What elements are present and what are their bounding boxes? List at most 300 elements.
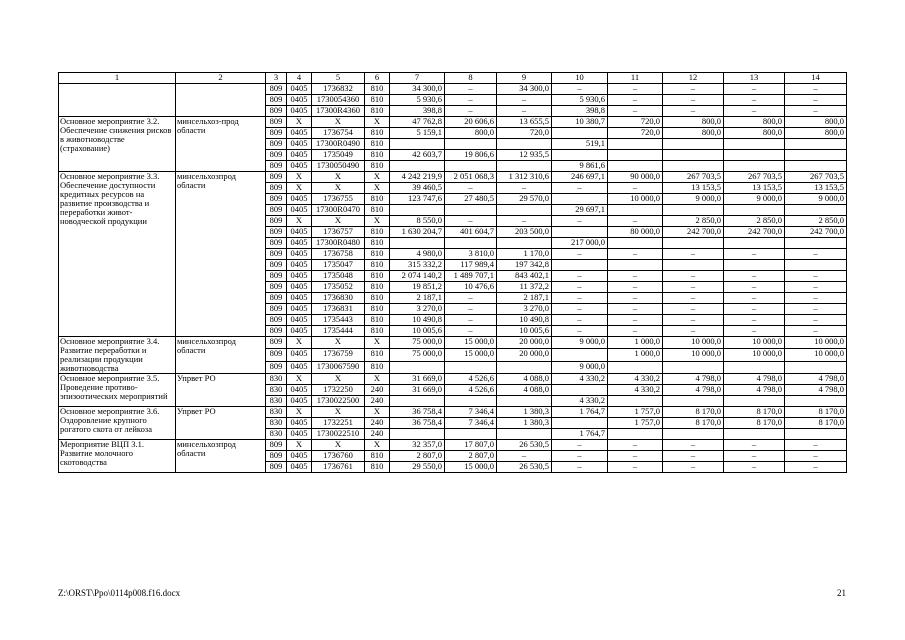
- amount-cell: –: [608, 315, 663, 326]
- code-cell: 1735443: [312, 315, 365, 326]
- amount-cell: 39 460,5: [390, 183, 445, 194]
- amount-cell: 9 000,0: [785, 194, 847, 205]
- amount-cell: 10 000,0: [724, 349, 785, 361]
- executor-cell: минсельхозпрод области: [176, 337, 266, 374]
- amount-cell: 800,0: [785, 128, 847, 139]
- code-cell: 1735048: [312, 271, 365, 282]
- amount-cell: –: [552, 462, 608, 473]
- amount-cell: –: [785, 462, 847, 473]
- amount-cell: –: [445, 183, 497, 194]
- amount-cell: 13 655,5: [497, 117, 552, 128]
- amount-cell: 27 480,5: [445, 194, 497, 205]
- amount-cell: 13 153,5: [724, 183, 785, 194]
- code-cell: 0405: [287, 84, 312, 95]
- amount-cell: 2 187,1: [390, 293, 445, 304]
- amount-cell: [552, 150, 608, 161]
- amount-cell: [608, 429, 663, 440]
- amount-cell: 720,0: [608, 117, 663, 128]
- code-cell: 1735047: [312, 260, 365, 271]
- amount-cell: –: [724, 95, 785, 106]
- amount-cell: 9 000,0: [663, 194, 724, 205]
- amount-cell: 10 380,7: [552, 117, 608, 128]
- code-cell: 1736830: [312, 293, 365, 304]
- amount-cell: –: [724, 462, 785, 473]
- amount-cell: 29 570,0: [497, 194, 552, 205]
- amount-cell: 10 000,0: [785, 337, 847, 349]
- amount-cell: [608, 205, 663, 216]
- code-cell: 810: [365, 106, 390, 117]
- code-cell: X: [312, 407, 365, 418]
- code-cell: X: [312, 183, 365, 194]
- amount-cell: 4 798,0: [663, 385, 724, 396]
- code-cell: 810: [365, 84, 390, 95]
- amount-cell: [785, 205, 847, 216]
- code-cell: 809: [266, 216, 287, 227]
- amount-cell: –: [552, 183, 608, 194]
- amount-cell: –: [785, 106, 847, 117]
- amount-cell: 10 000,0: [785, 349, 847, 361]
- amount-cell: [445, 238, 497, 249]
- amount-cell: 32 357,0: [390, 440, 445, 451]
- code-cell: 1736757: [312, 227, 365, 238]
- amount-cell: [445, 139, 497, 150]
- amount-cell: –: [552, 304, 608, 315]
- code-cell: 810: [365, 282, 390, 293]
- amount-cell: 4 088,0: [497, 374, 552, 385]
- amount-cell: [390, 396, 445, 407]
- code-cell: 810: [365, 227, 390, 238]
- amount-cell: 1 764,7: [552, 407, 608, 418]
- amount-cell: –: [785, 95, 847, 106]
- amount-cell: –: [724, 315, 785, 326]
- amount-cell: [724, 361, 785, 373]
- amount-cell: [724, 150, 785, 161]
- page-number: 21: [837, 588, 846, 598]
- code-cell: 0405: [287, 293, 312, 304]
- code-cell: 17300R4360: [312, 106, 365, 117]
- column-header: 13: [724, 73, 785, 84]
- code-cell: 0405: [287, 315, 312, 326]
- amount-cell: 315 332,2: [390, 260, 445, 271]
- amount-cell: –: [497, 451, 552, 462]
- amount-cell: 9 000,0: [552, 361, 608, 373]
- code-cell: X: [365, 216, 390, 227]
- column-header: 2: [176, 73, 266, 84]
- amount-cell: 267 703,5: [663, 172, 724, 183]
- amount-cell: [608, 396, 663, 407]
- column-header: 14: [785, 73, 847, 84]
- amount-cell: 8 170,0: [785, 418, 847, 429]
- amount-cell: 7 346,4: [445, 418, 497, 429]
- amount-cell: –: [663, 271, 724, 282]
- amount-cell: 267 703,5: [785, 172, 847, 183]
- amount-cell: –: [724, 249, 785, 260]
- code-cell: 0405: [287, 349, 312, 361]
- amount-cell: [445, 361, 497, 373]
- amount-cell: 13 153,5: [785, 183, 847, 194]
- amount-cell: –: [663, 440, 724, 451]
- amount-cell: 1 000,0: [608, 349, 663, 361]
- code-cell: 0405: [287, 194, 312, 205]
- amount-cell: –: [724, 451, 785, 462]
- code-cell: X: [312, 117, 365, 128]
- code-cell: 830: [266, 374, 287, 385]
- amount-cell: 31 669,0: [390, 374, 445, 385]
- code-cell: X: [287, 216, 312, 227]
- amount-cell: [663, 139, 724, 150]
- executor-cell: Упрвет РО: [176, 374, 266, 407]
- amount-cell: –: [552, 440, 608, 451]
- amount-cell: –: [663, 249, 724, 260]
- amount-cell: –: [497, 216, 552, 227]
- activity-name-cell: [59, 84, 176, 117]
- amount-cell: [724, 205, 785, 216]
- amount-cell: –: [552, 84, 608, 95]
- amount-cell: 4 330,2: [552, 396, 608, 407]
- header-row: [59, 73, 847, 84]
- code-cell: 1736759: [312, 349, 365, 361]
- code-cell: 1736832: [312, 84, 365, 95]
- amount-cell: [552, 227, 608, 238]
- amount-cell: 29 550,0: [390, 462, 445, 473]
- amount-cell: –: [724, 293, 785, 304]
- code-cell: 810: [365, 361, 390, 373]
- column-header: 10: [552, 73, 608, 84]
- amount-cell: [552, 194, 608, 205]
- code-cell: X: [365, 374, 390, 385]
- code-cell: X: [365, 440, 390, 451]
- amount-cell: 10 005,6: [497, 326, 552, 337]
- amount-cell: –: [663, 304, 724, 315]
- code-cell: 809: [266, 194, 287, 205]
- amount-cell: 9 000,0: [724, 194, 785, 205]
- amount-cell: 246 697,1: [552, 172, 608, 183]
- amount-cell: 3 270,0: [390, 304, 445, 315]
- amount-cell: [785, 150, 847, 161]
- amount-cell: 8 170,0: [724, 407, 785, 418]
- amount-cell: 19 851,2: [390, 282, 445, 293]
- code-cell: 1730050490: [312, 161, 365, 172]
- amount-cell: 4 526,6: [445, 374, 497, 385]
- code-cell: X: [287, 407, 312, 418]
- amount-cell: [785, 238, 847, 249]
- amount-cell: 15 000,0: [445, 349, 497, 361]
- amount-cell: 4 798,0: [785, 385, 847, 396]
- code-cell: 0405: [287, 396, 312, 407]
- code-cell: X: [287, 337, 312, 349]
- code-cell: 809: [266, 337, 287, 349]
- code-cell: 0405: [287, 95, 312, 106]
- amount-cell: 123 747,6: [390, 194, 445, 205]
- amount-cell: –: [663, 95, 724, 106]
- table-row: [59, 117, 847, 128]
- amount-cell: –: [785, 304, 847, 315]
- code-cell: 809: [266, 282, 287, 293]
- amount-cell: [663, 260, 724, 271]
- code-cell: X: [312, 172, 365, 183]
- code-cell: X: [287, 183, 312, 194]
- code-cell: 0405: [287, 326, 312, 337]
- amount-cell: [497, 361, 552, 373]
- code-cell: X: [312, 374, 365, 385]
- amount-cell: 5 159,1: [390, 128, 445, 139]
- amount-cell: 75 000,0: [390, 349, 445, 361]
- amount-cell: 42 603,7: [390, 150, 445, 161]
- code-cell: 0405: [287, 385, 312, 396]
- column-header: 9: [497, 73, 552, 84]
- code-cell: 809: [266, 84, 287, 95]
- amount-cell: –: [785, 271, 847, 282]
- code-cell: X: [312, 337, 365, 349]
- amount-cell: 398,8: [552, 106, 608, 117]
- amount-cell: –: [724, 271, 785, 282]
- amount-cell: –: [552, 451, 608, 462]
- amount-cell: [552, 349, 608, 361]
- amount-cell: [608, 238, 663, 249]
- amount-cell: [663, 396, 724, 407]
- amount-cell: 401 604,7: [445, 227, 497, 238]
- code-cell: X: [365, 172, 390, 183]
- amount-cell: –: [608, 326, 663, 337]
- amount-cell: 1 757,0: [608, 418, 663, 429]
- code-cell: 1735444: [312, 326, 365, 337]
- code-cell: 809: [266, 117, 287, 128]
- code-cell: 809: [266, 106, 287, 117]
- activity-name-cell: Основное мероприятие 3.3. Обеспечение доступности кредитных ресурсов на развитие производства и переработки живот-новодческой продукции: [59, 172, 176, 337]
- amount-cell: –: [445, 84, 497, 95]
- amount-cell: 242 700,0: [663, 227, 724, 238]
- amount-cell: 10 476,6: [445, 282, 497, 293]
- amount-cell: [390, 361, 445, 373]
- amount-cell: –: [785, 282, 847, 293]
- code-cell: 1732250: [312, 385, 365, 396]
- code-cell: 810: [365, 194, 390, 205]
- amount-cell: –: [785, 440, 847, 451]
- amount-cell: 800,0: [724, 117, 785, 128]
- amount-cell: –: [608, 216, 663, 227]
- amount-cell: 26 530,5: [497, 462, 552, 473]
- amount-cell: 519,1: [552, 139, 608, 150]
- amount-cell: –: [608, 462, 663, 473]
- amount-cell: [663, 150, 724, 161]
- code-cell: 0405: [287, 227, 312, 238]
- amount-cell: [497, 238, 552, 249]
- code-cell: 809: [266, 326, 287, 337]
- code-cell: 0405: [287, 271, 312, 282]
- amount-cell: 19 806,6: [445, 150, 497, 161]
- amount-cell: 1 380,3: [497, 407, 552, 418]
- code-cell: 0405: [287, 418, 312, 429]
- amount-cell: 75 000,0: [390, 337, 445, 349]
- amount-cell: –: [724, 84, 785, 95]
- code-cell: 810: [365, 293, 390, 304]
- amount-cell: 2 850,0: [785, 216, 847, 227]
- activity-name-cell: Основное мероприятие 3.2. Обеспечение снижения рисков в животноводстве (страхование): [59, 117, 176, 172]
- code-cell: X: [365, 337, 390, 349]
- amount-cell: 4 330,2: [608, 385, 663, 396]
- amount-cell: 2 074 140,2: [390, 271, 445, 282]
- amount-cell: [552, 260, 608, 271]
- code-cell: 809: [266, 315, 287, 326]
- code-cell: 809: [266, 304, 287, 315]
- executor-cell: Упрвет РО: [176, 407, 266, 440]
- code-cell: 810: [365, 95, 390, 106]
- amount-cell: [445, 205, 497, 216]
- amount-cell: 1 764,7: [552, 429, 608, 440]
- code-cell: 809: [266, 451, 287, 462]
- code-cell: 17300R0490: [312, 139, 365, 150]
- amount-cell: –: [663, 84, 724, 95]
- amount-cell: [663, 161, 724, 172]
- code-cell: X: [365, 183, 390, 194]
- amount-cell: 10 000,0: [608, 194, 663, 205]
- code-cell: 830: [266, 407, 287, 418]
- amount-cell: –: [663, 451, 724, 462]
- footer-file-path: Z:\ORST\Ppo\0114p008.f16.docx: [58, 588, 181, 598]
- code-cell: 0405: [287, 161, 312, 172]
- code-cell: X: [312, 440, 365, 451]
- code-cell: 830: [266, 418, 287, 429]
- amount-cell: 26 530,5: [497, 440, 552, 451]
- amount-cell: 90 000,0: [608, 172, 663, 183]
- column-header: 3: [266, 73, 287, 84]
- amount-cell: 36 758,4: [390, 407, 445, 418]
- amount-cell: [497, 161, 552, 172]
- amount-cell: 20 000,0: [497, 349, 552, 361]
- amount-cell: 1 380,3: [497, 418, 552, 429]
- amount-cell: 2 807,0: [445, 451, 497, 462]
- amount-cell: 4 242 219,9: [390, 172, 445, 183]
- code-cell: 810: [365, 161, 390, 172]
- amount-cell: 3 270,0: [497, 304, 552, 315]
- amount-cell: [785, 361, 847, 373]
- code-cell: 810: [365, 304, 390, 315]
- amount-cell: –: [785, 84, 847, 95]
- amount-cell: 4 980,0: [390, 249, 445, 260]
- amount-cell: 10 005,6: [390, 326, 445, 337]
- code-cell: 1736761: [312, 462, 365, 473]
- amount-cell: 10 000,0: [724, 337, 785, 349]
- code-cell: X: [365, 407, 390, 418]
- amount-cell: –: [608, 451, 663, 462]
- code-cell: 0405: [287, 150, 312, 161]
- code-cell: 0405: [287, 304, 312, 315]
- code-cell: 0405: [287, 128, 312, 139]
- amount-cell: –: [785, 249, 847, 260]
- amount-cell: –: [608, 440, 663, 451]
- amount-cell: 20 606,6: [445, 117, 497, 128]
- code-cell: 240: [365, 385, 390, 396]
- amount-cell: –: [663, 282, 724, 293]
- code-cell: 1736758: [312, 249, 365, 260]
- amount-cell: 34 300,0: [497, 84, 552, 95]
- amount-cell: –: [663, 326, 724, 337]
- table-row: [59, 407, 847, 418]
- amount-cell: –: [608, 304, 663, 315]
- amount-cell: 398,8: [390, 106, 445, 117]
- amount-cell: –: [608, 95, 663, 106]
- amount-cell: [608, 139, 663, 150]
- amount-cell: 117 989,4: [445, 260, 497, 271]
- amount-cell: 242 700,0: [785, 227, 847, 238]
- amount-cell: 36 758,4: [390, 418, 445, 429]
- amount-cell: 34 300,0: [390, 84, 445, 95]
- activity-name-cell: Мероприятие ВЦП 3.1. Развитие молочного скотоводства: [59, 440, 176, 473]
- code-cell: 1732251: [312, 418, 365, 429]
- code-cell: 240: [365, 429, 390, 440]
- amount-cell: –: [552, 315, 608, 326]
- activity-name-cell: Основное мероприятие 3.6. Оздоровление крупного рогатого скота от лейкоза: [59, 407, 176, 440]
- amount-cell: [445, 396, 497, 407]
- code-cell: 809: [266, 238, 287, 249]
- amount-cell: [497, 205, 552, 216]
- amount-cell: 29 697,1: [552, 205, 608, 216]
- amount-cell: 5 930,6: [552, 95, 608, 106]
- amount-cell: 4 330,2: [552, 374, 608, 385]
- amount-cell: –: [445, 293, 497, 304]
- code-cell: 1730022510: [312, 429, 365, 440]
- amount-cell: 9 000,0: [552, 337, 608, 349]
- code-cell: 809: [266, 139, 287, 150]
- code-cell: 809: [266, 349, 287, 361]
- code-cell: 810: [365, 451, 390, 462]
- amount-cell: [608, 150, 663, 161]
- code-cell: 0405: [287, 106, 312, 117]
- code-cell: 810: [365, 271, 390, 282]
- amount-cell: –: [497, 183, 552, 194]
- amount-cell: –: [663, 462, 724, 473]
- amount-cell: [663, 205, 724, 216]
- code-cell: 0405: [287, 249, 312, 260]
- amount-cell: –: [552, 293, 608, 304]
- amount-cell: [785, 429, 847, 440]
- code-cell: 17300R0470: [312, 205, 365, 216]
- amount-cell: –: [497, 106, 552, 117]
- amount-cell: [390, 429, 445, 440]
- code-cell: 0405: [287, 361, 312, 373]
- amount-cell: 4 798,0: [724, 374, 785, 385]
- amount-cell: 17 807,0: [445, 440, 497, 451]
- amount-cell: [724, 139, 785, 150]
- amount-cell: 11 372,2: [497, 282, 552, 293]
- amount-cell: –: [552, 271, 608, 282]
- amount-cell: 12 935,5: [497, 150, 552, 161]
- table-row: [59, 172, 847, 183]
- amount-cell: [785, 260, 847, 271]
- amount-cell: [390, 205, 445, 216]
- code-cell: 810: [365, 150, 390, 161]
- code-cell: 810: [365, 249, 390, 260]
- amount-cell: 1 757,0: [608, 407, 663, 418]
- code-cell: 810: [365, 315, 390, 326]
- code-cell: 810: [365, 128, 390, 139]
- amount-cell: 4 330,2: [608, 374, 663, 385]
- amount-cell: [552, 385, 608, 396]
- amount-cell: 47 762,8: [390, 117, 445, 128]
- amount-cell: [663, 429, 724, 440]
- code-cell: X: [287, 440, 312, 451]
- amount-cell: –: [445, 315, 497, 326]
- amount-cell: 8 550,0: [390, 216, 445, 227]
- amount-cell: [497, 429, 552, 440]
- amount-cell: 5 930,6: [390, 95, 445, 106]
- amount-cell: [724, 396, 785, 407]
- amount-cell: [785, 396, 847, 407]
- amount-cell: 10 000,0: [663, 337, 724, 349]
- amount-cell: [724, 260, 785, 271]
- amount-cell: 2 850,0: [724, 216, 785, 227]
- code-cell: 1730022500: [312, 396, 365, 407]
